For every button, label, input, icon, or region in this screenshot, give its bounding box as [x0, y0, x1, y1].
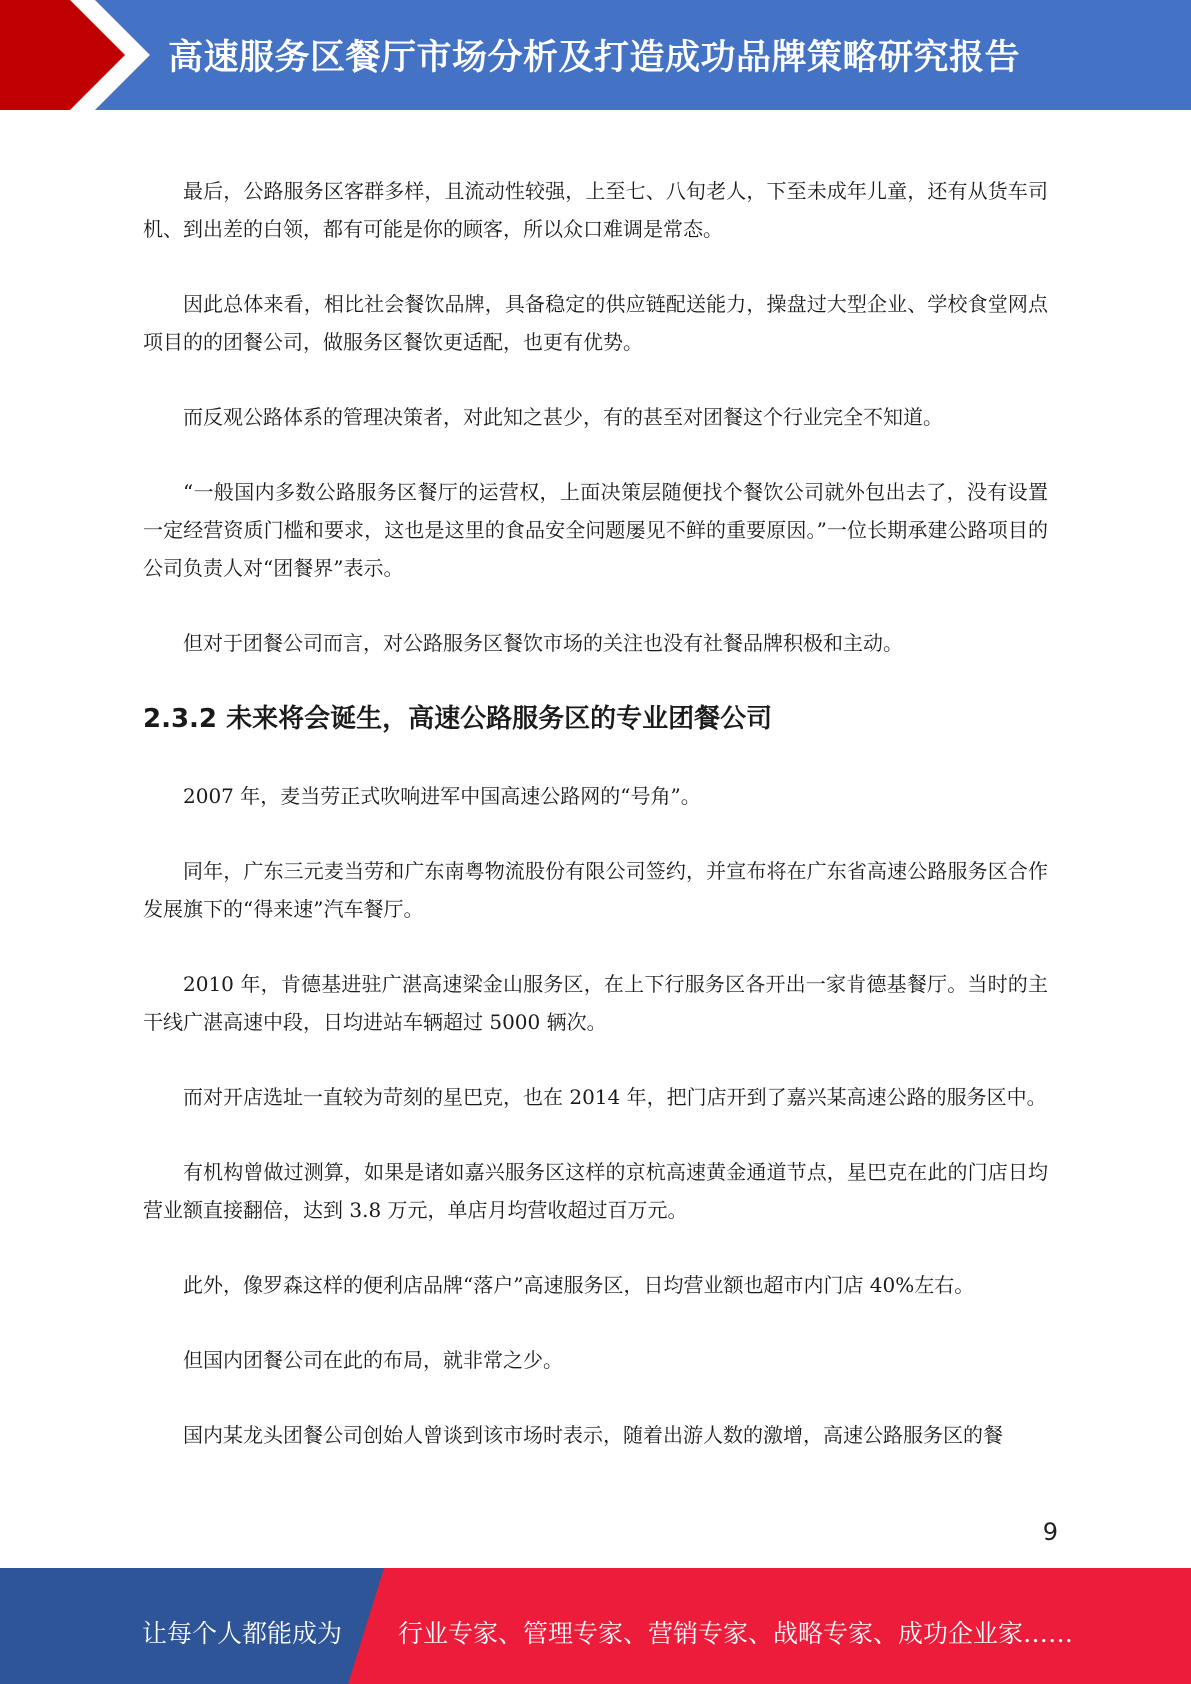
page-header	[0, 0, 1191, 110]
paragraph: 同年，广东三元麦当劳和广东南粤物流股份有限公司签约，并宣布将在广东省高速公路服务区合作发展旗下的“得来速”汽车餐厅。	[143, 859, 1048, 921]
paragraph: 但国内团餐公司在此的布局，就非常之少。	[183, 1348, 563, 1372]
paragraph: 此外，像罗森这样的便利店品牌“落户”高速服务区，日均营业额也超市内门店 40%左右。	[183, 1273, 975, 1297]
header-red-chevron-icon	[0, 0, 150, 110]
paragraph: 因此总体来看，相比社会餐饮品牌，具备稳定的供应链配送能力，操盘过大型企业、学校食堂网点项目的的团餐公司，做服务区餐饮更适配，也更有优势。	[143, 292, 1048, 354]
paragraph: “一般国内多数公路服务区餐厅的运营权，上面决策层随便找个餐饮公司就外包出去了，没有设置一定经营资质门槛和要求，这也是这里的食品安全问题屡见不鲜的重要原因。”一位长期承建公路项目的公司负责人对“团餐界”表示。	[143, 480, 1048, 580]
document-body	[143, 172, 1048, 1491]
paragraph: 有机构曾做过测算，如果是诸如嘉兴服务区这样的京杭高速黄金通道节点，星巴克在此的门店日均营业额直接翻倍，达到 3.8 万元，单店月均营收超过百万元。	[143, 1160, 1048, 1222]
paragraph: 而反观公路体系的管理决策者，对此知之甚少，有的甚至对团餐这个行业完全不知道。	[183, 405, 943, 429]
footer-slogan-right: 行业专家、管理专家、营销专家、战略专家、成功企业家……	[398, 1619, 1074, 1648]
section-heading: 2.3.2 未来将会诞生，高速公路服务区的专业团餐公司	[143, 704, 773, 734]
report-title: 高速服务区餐厅市场分析及打造成功品牌策略研究报告	[168, 38, 1021, 78]
footer-slogan-left: 让每个人都能成为	[142, 1619, 343, 1648]
paragraph: 国内某龙头团餐公司创始人曾谈到该市场时表示，随着出游人数的激增，高速公路服务区的餐	[183, 1423, 1003, 1447]
paragraph: 2010 年，肯德基进驻广湛高速梁金山服务区，在上下行服务区各开出一家肯德基餐厅。当时的主干线广湛高速中段，日均进站车辆超过 5000 辆次。	[143, 972, 1048, 1034]
paragraph: 但对于团餐公司而言，对公路服务区餐饮市场的关注也没有社餐品牌积极和主动。	[183, 631, 903, 655]
page-footer	[0, 1568, 1191, 1684]
paragraph: 而对开店选址一直较为苛刻的星巴克，也在 2014 年，把门店开到了嘉兴某高速公路的服务区中。	[183, 1085, 1047, 1109]
page-number: 9	[1042, 1518, 1058, 1546]
paragraph: 最后，公路服务区客群多样，且流动性较强，上至七、八旬老人，下至未成年儿童，还有从货车司机、到出差的白领，都有可能是你的顾客，所以众口难调是常态。	[143, 179, 1048, 241]
paragraph: 2007 年，麦当劳正式吹响进军中国高速公路网的“号角”。	[183, 784, 701, 808]
